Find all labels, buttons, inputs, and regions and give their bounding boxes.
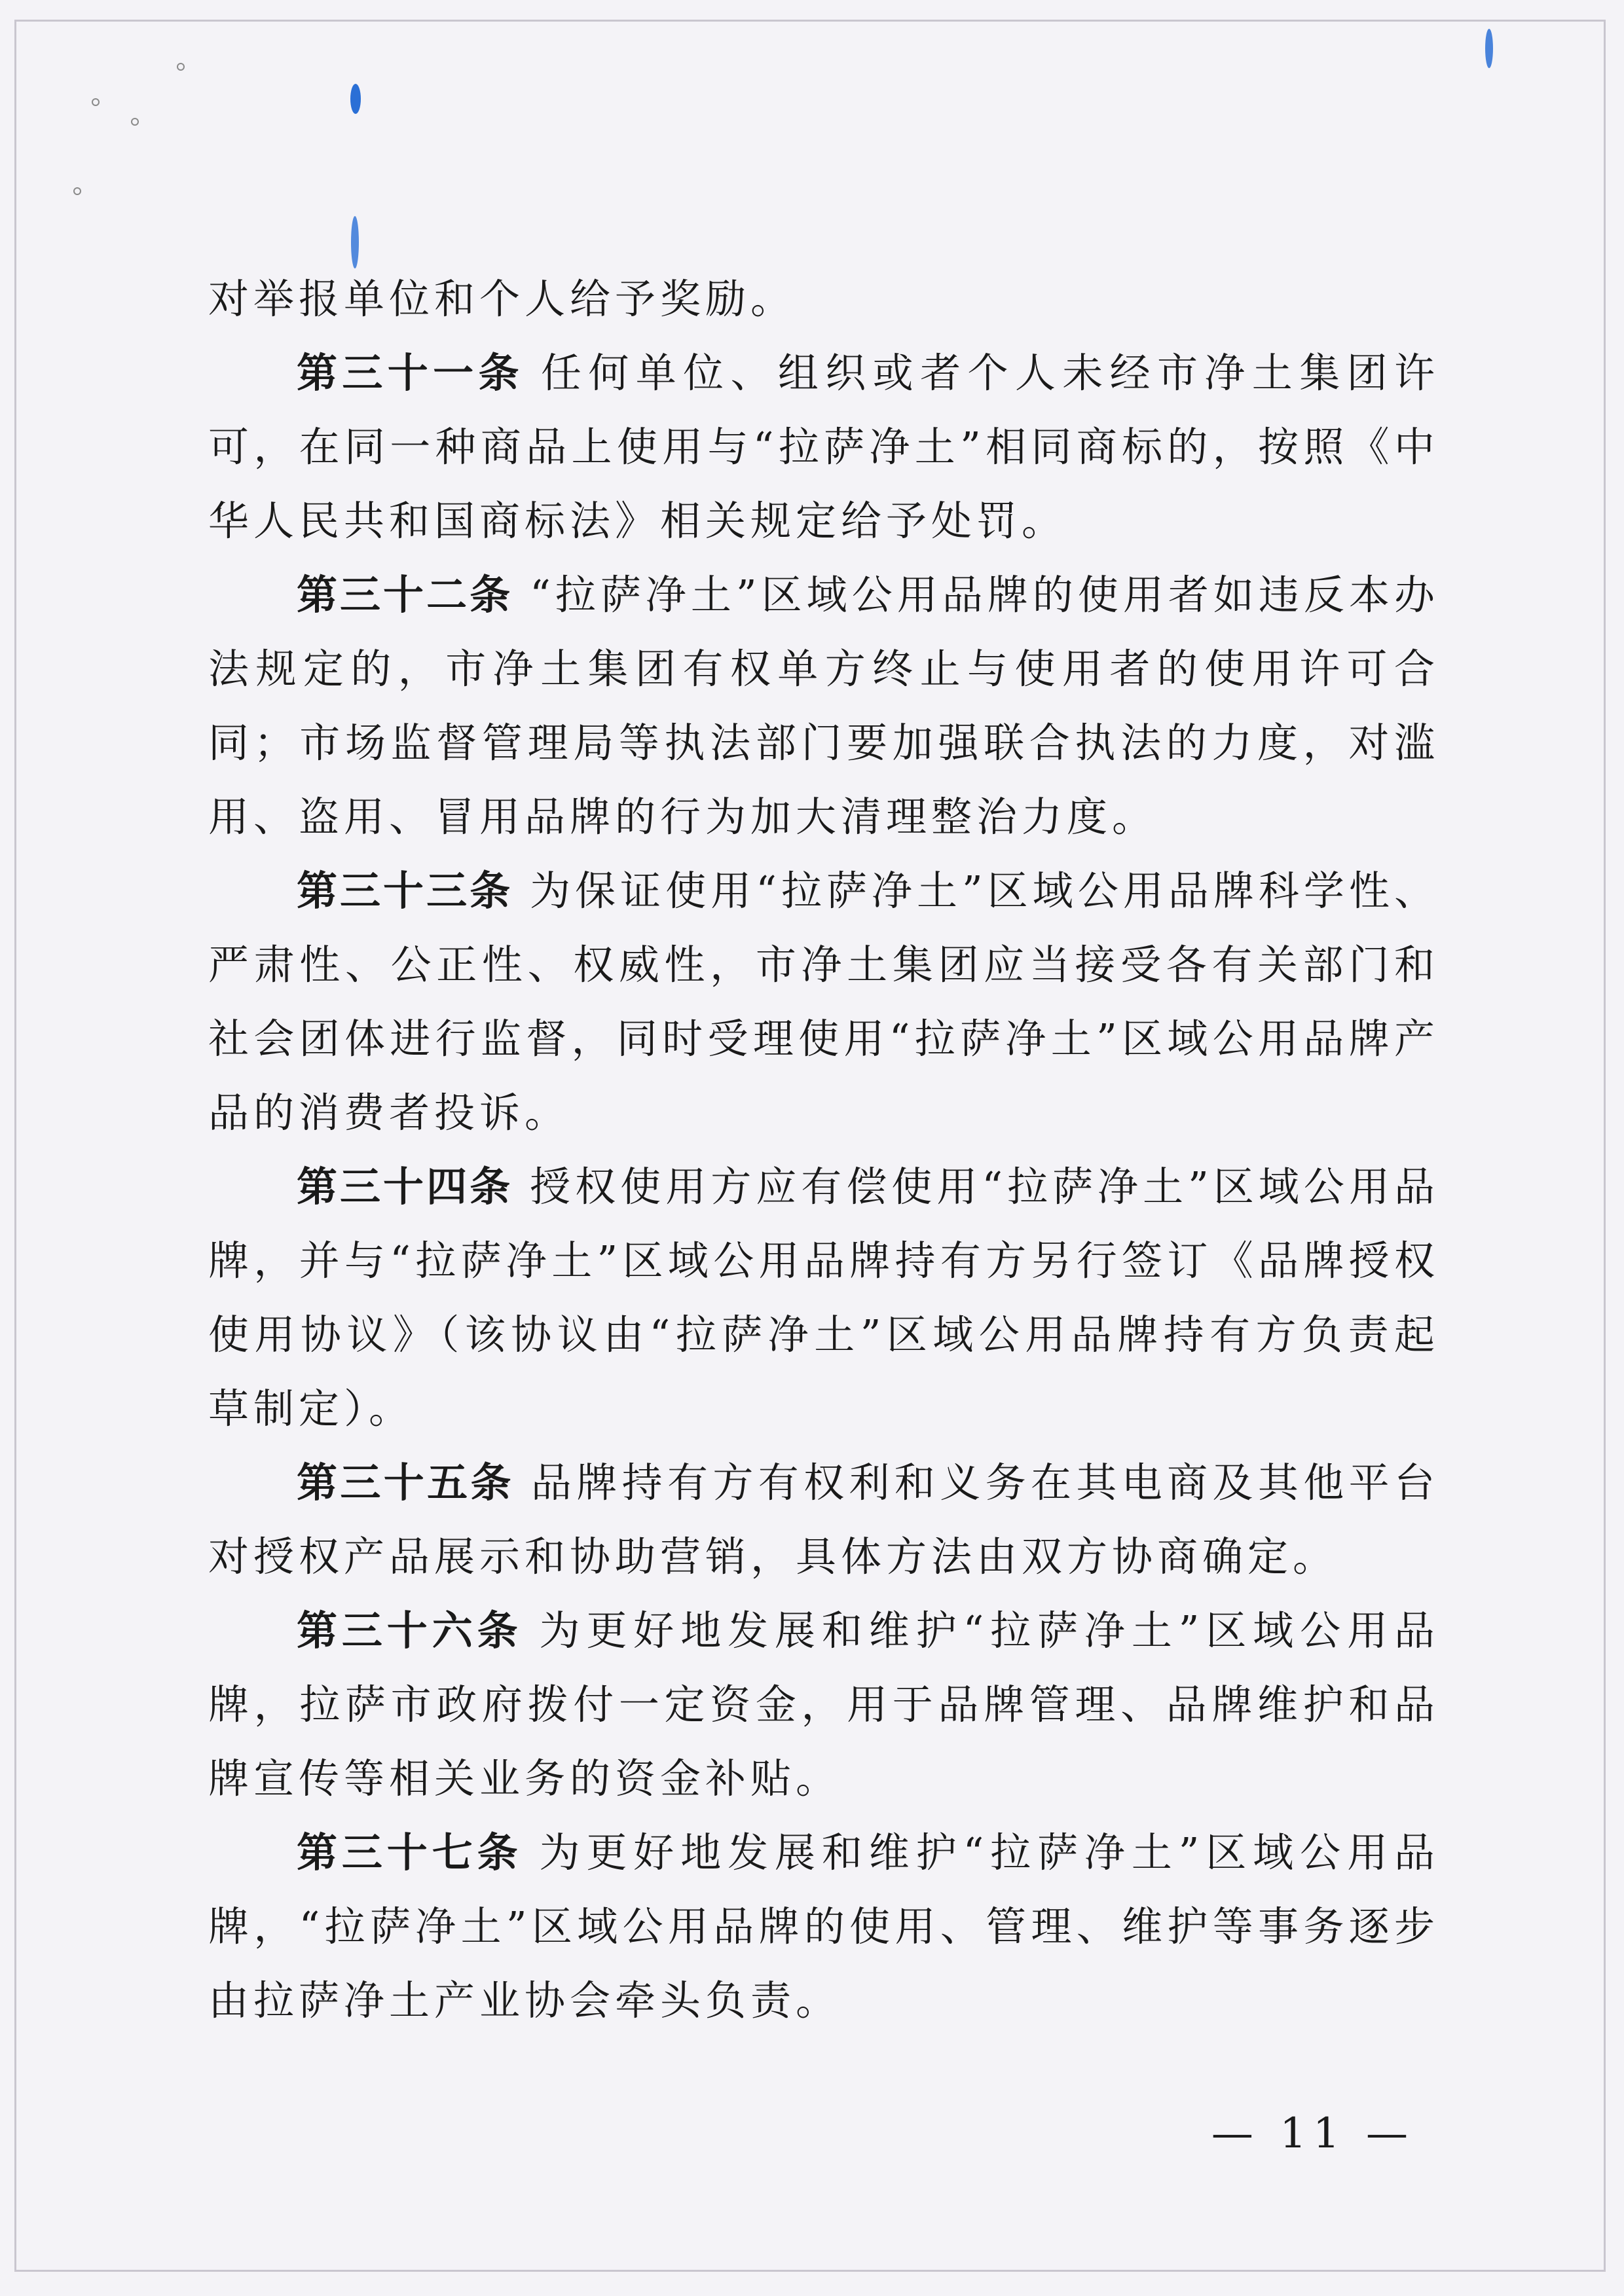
article-text: 品牌持有方有权利和义务在其电商及其他平台对授权产品展示和协助营销，具体方法由双方协商确定。	[208, 1459, 1439, 1580]
article-text: 为更好地发展和维护“拉萨净土”区域公用品牌，拉萨市政府拨付一定资金，用于品牌管理、品牌维护和品牌宣传等相关业务的资金补贴。	[208, 1607, 1439, 1802]
article-37	[208, 1815, 1439, 2037]
article-heading: 第三十一条	[297, 349, 524, 397]
page-number: — 11 —	[1211, 2109, 1414, 2158]
paragraph	[208, 262, 1439, 336]
scan-speck-1	[92, 98, 100, 106]
article-31	[208, 336, 1439, 558]
article-text: 授权使用方应有偿使用“拉萨净土”区域公用品牌，并与“拉萨净土”区域公用品牌持有方另行签订《品牌授权使用协议》（该协议由“拉萨净土”区域公用品牌持有方负责起草制定）。	[208, 1163, 1439, 1432]
article-text: 为保证使用“拉萨净土”区域公用品牌科学性、严肃性、公正性、权威性，市净土集团应当接受各有关部门和社会团体进行监督，同时受理使用“拉萨净土”区域公用品牌产品的消费者投诉。	[208, 867, 1439, 1137]
ink-mark-upper	[350, 84, 361, 114]
scan-speck-4	[73, 187, 81, 195]
article-text: “拉萨净土”区域公用品牌的使用者如违反本办法规定的，市净土集团有权单方终止与使用者的使用许可合同；市场监督管理局等执法部门要加强联合执法的力度，对滥用、盗用、冒用品牌的行为加大清理整治力度。	[208, 571, 1439, 841]
article-heading: 第三十四条	[297, 1163, 513, 1211]
ink-mark-right	[1485, 29, 1493, 68]
article-text: 任何单位、组织或者个人未经市净土集团许可，在同一种商品上使用与“拉萨净土”相同商标的，按照《中华人民共和国商标法》相关规定给予处罚。	[208, 349, 1439, 545]
ink-mark-middle	[351, 216, 359, 268]
article-text: 为更好地发展和维护“拉萨净土”区域公用品牌，“拉萨净土”区域公用品牌的使用、管理、维护等事务逐步由拉萨净土产业协会牵头负责。	[208, 1829, 1439, 2024]
article-heading: 第三十七条	[297, 1829, 523, 1876]
article-heading: 第三十三条	[297, 867, 513, 915]
article-33	[208, 854, 1439, 1150]
scan-speck-3	[177, 63, 185, 71]
paragraph-text: 对举报单位和个人给予奖励。	[208, 275, 796, 323]
document-body	[208, 262, 1439, 2037]
scan-speck-2	[131, 118, 139, 126]
article-heading: 第三十二条	[297, 571, 513, 619]
article-heading: 第三十五条	[297, 1459, 514, 1506]
article-36	[208, 1594, 1439, 1815]
article-35	[208, 1446, 1439, 1594]
article-32	[208, 558, 1439, 854]
article-34	[208, 1150, 1439, 1446]
article-heading: 第三十六条	[297, 1607, 523, 1654]
